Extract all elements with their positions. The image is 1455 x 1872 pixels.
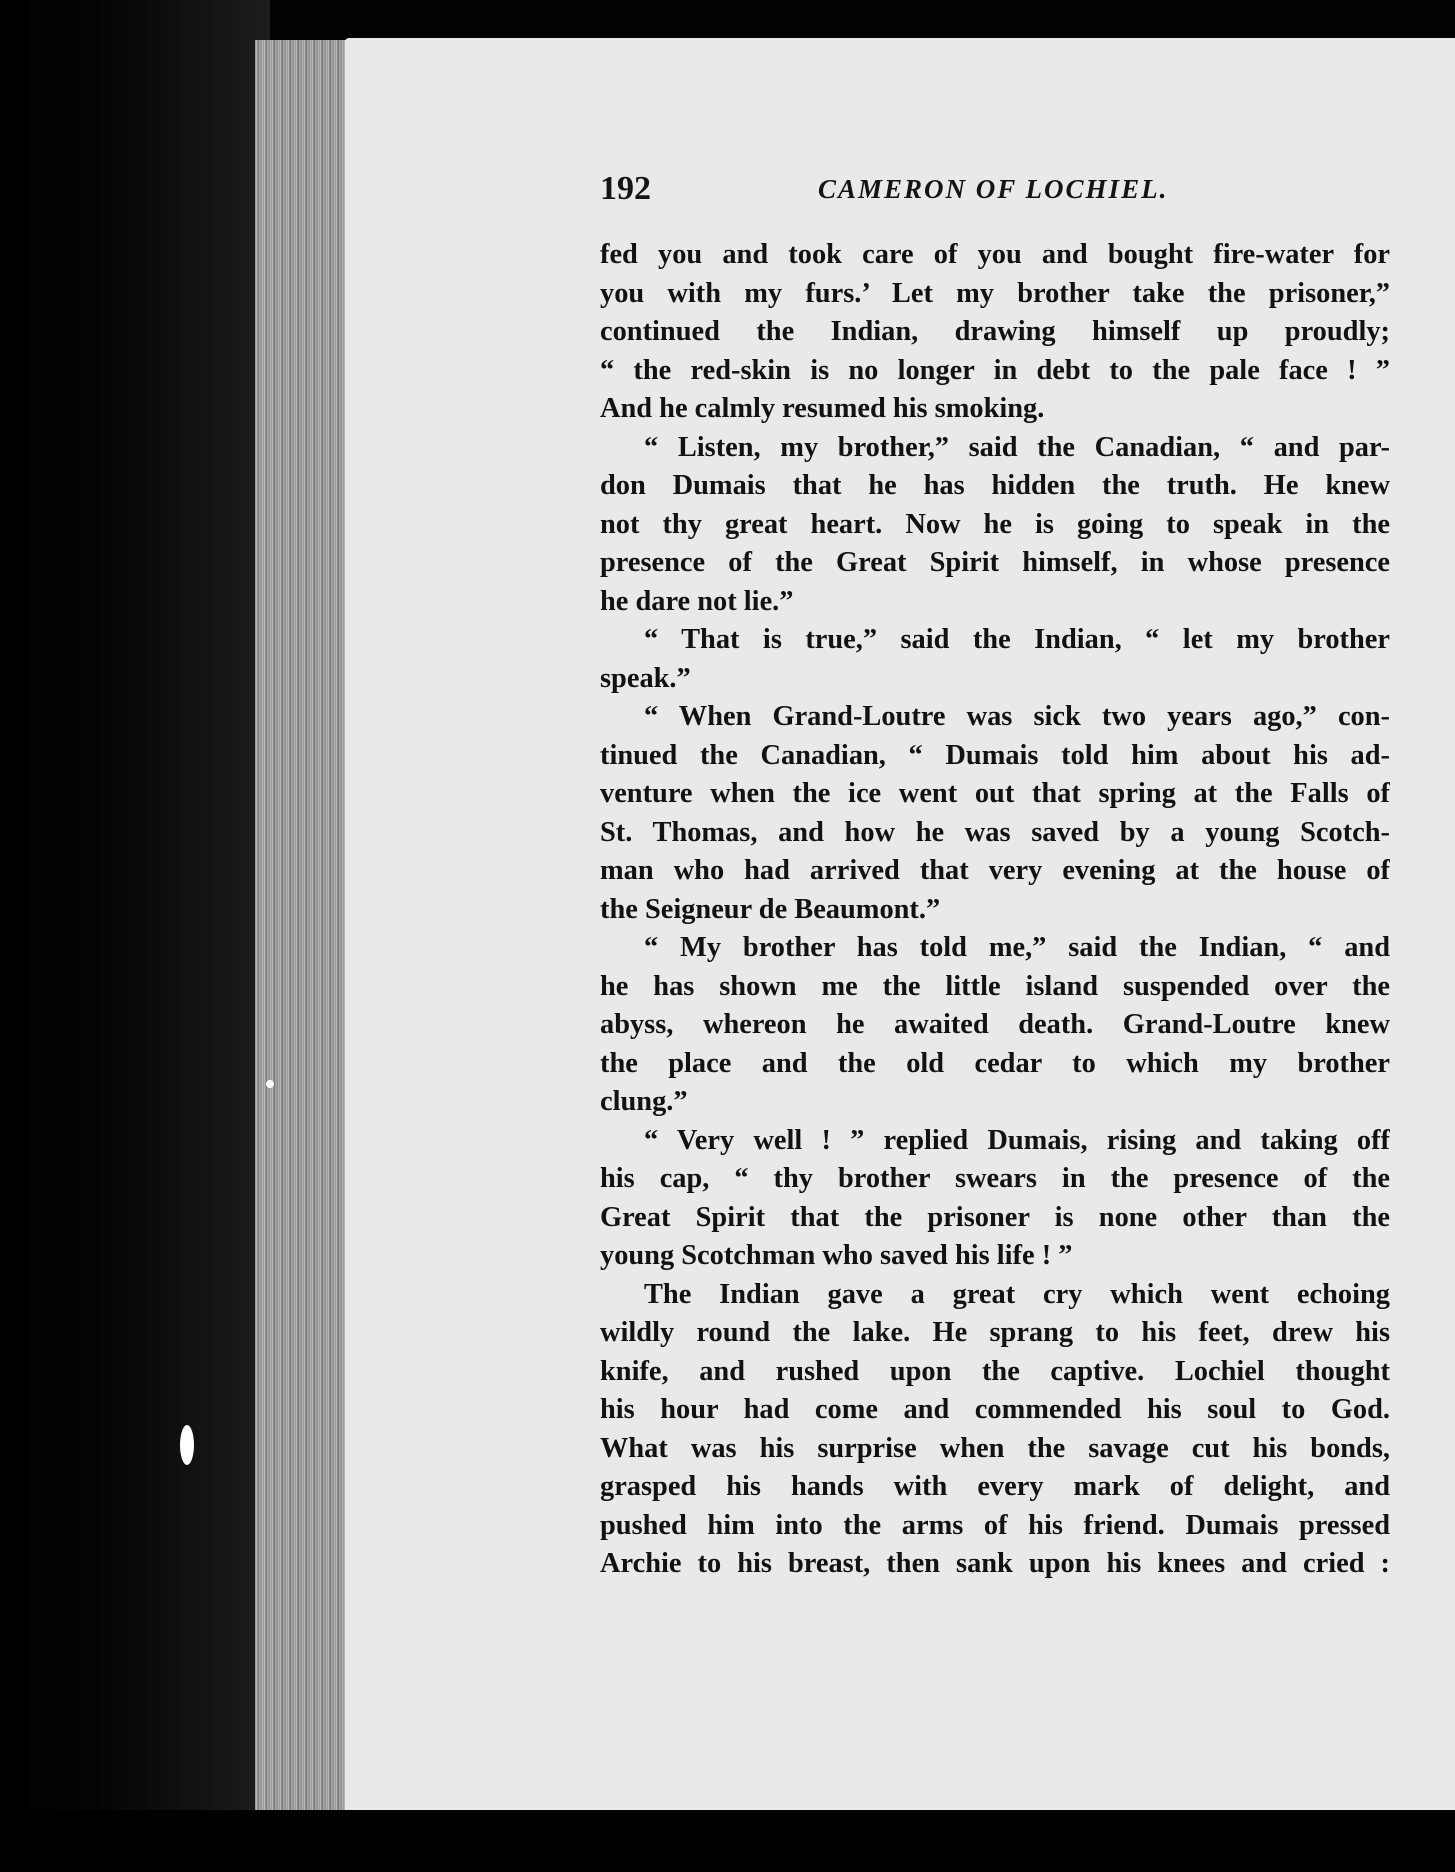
running-head: CAMERON OF LOCHIEL.: [818, 174, 1169, 204]
text-line: The Indian gave a great cry which went echoing: [644, 1278, 1390, 1310]
text-line: presence of the Great Spirit himself, in whose presence: [600, 547, 1390, 578]
text-line: man who had arrived that very evening at the house of: [600, 855, 1390, 886]
text-line: “ That is true,” said the Indian, “ let my brother: [644, 624, 1390, 655]
text-line: his cap, “ thy brother swears in the presence of the: [600, 1163, 1390, 1194]
dust-speck: [180, 1425, 194, 1465]
text-line: “ the red-skin is no longer in debt to the pale face ! ”: [600, 354, 1390, 386]
text-line: the Seigneur de Beaumont.”: [600, 893, 941, 925]
text-line: What was his surprise when the savage cut his bonds,: [600, 1432, 1390, 1464]
text-line: the place and the old cedar to which my brother: [600, 1047, 1390, 1079]
text-line: continued the Indian, drawing himself up proudly;: [600, 316, 1390, 347]
text-line: not thy great heart. Now he is going to speak in the: [600, 508, 1390, 540]
text-line: “ Very well ! ” replied Dumais, rising and taking off: [644, 1124, 1390, 1156]
dust-speck: [266, 1080, 274, 1088]
text-line: his hour had come and commended his soul to God.: [600, 1394, 1390, 1425]
text-line: “ When Grand-Loutre was sick two years ago,” con-: [644, 701, 1390, 732]
text-line: Great Spirit that the prisoner is none other than the: [600, 1201, 1390, 1233]
text-line: he has shown me the little island suspended over the: [600, 970, 1390, 1002]
text-line: don Dumais that he has hidden the truth. He knew: [600, 470, 1390, 501]
text-line: he dare not lie.”: [600, 585, 794, 617]
text-line: tinued the Canadian, “ Dumais told him about his ad-: [600, 739, 1390, 771]
text-line: fed you and took care of you and bought fire-water for: [600, 239, 1390, 270]
text-line: young Scotchman who saved his life ! ”: [600, 1240, 1073, 1271]
text-line: pushed him into the arms of his friend. Dumais pressed: [600, 1509, 1390, 1541]
text-line: speak.”: [600, 662, 691, 694]
scan-bottom-shadow: [0, 1810, 1455, 1872]
text-line: you with my furs.’ Let my brother take the prisoner,”: [600, 277, 1390, 309]
text-line: grasped his hands with every mark of delight, and: [600, 1471, 1390, 1502]
text-line: “ My brother has told me,” said the Indian, “ and: [644, 932, 1390, 963]
text-line: abyss, whereon he awaited death. Grand-Loutre knew: [600, 1009, 1390, 1040]
book-binding: [0, 0, 270, 1872]
text-line: wildly round the lake. He sprang to his feet, drew his: [600, 1317, 1390, 1348]
text-line: Archie to his breast, then sank upon his knees and cried :: [600, 1548, 1390, 1579]
text-line: St. Thomas, and how he was saved by a young Scotch-: [600, 816, 1390, 848]
page-edges: [255, 40, 355, 1810]
text-line: And he calmly resumed his smoking.: [600, 393, 1045, 424]
text-line: “ Listen, my brother,” said the Canadian, “ and par-: [644, 431, 1390, 463]
page-header: [600, 170, 1390, 214]
text-line: knife, and rushed upon the captive. Lochiel thought: [600, 1355, 1390, 1387]
page-number: 192: [600, 170, 651, 207]
text-line: venture when the ice went out that spring at the Falls of: [600, 778, 1390, 809]
body-text: [600, 236, 1390, 1584]
text-line: clung.”: [600, 1086, 688, 1117]
